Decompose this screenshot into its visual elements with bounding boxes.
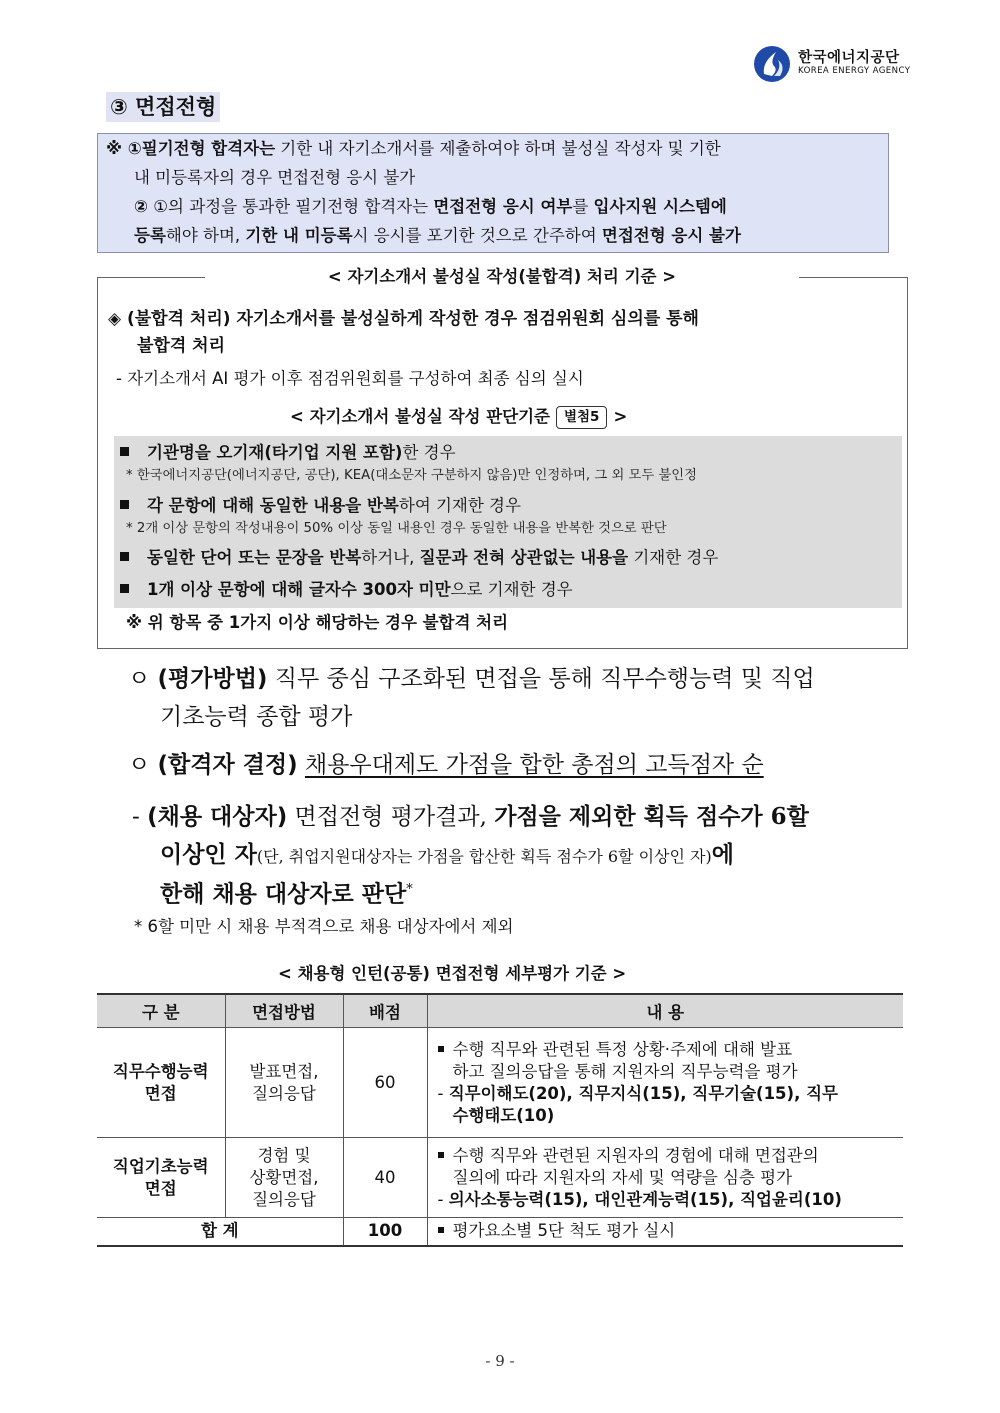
row2-content: 수행 직무와 관련된 지원자의 경험에 대해 면접관의 질의에 따라 지원자의 자세 및 역량을 심층 평가 - 의사소통능력(15), 대인관계능력(15), 직업윤리(10) <box>427 1138 903 1218</box>
hire-target-line-2: 이상인 자(단, 취업지원대상자는 가점을 합산한 획득 점수가 6할 이상인 자)에 <box>160 841 734 868</box>
row1-method: 발표면접, 질의응답 <box>225 1028 343 1138</box>
table-header-content: 내 용 <box>427 994 903 1028</box>
notice-line-3: ② ①의 과정을 통과한 필기전형 합격자는 면접전형 응시 여부를 입사지원 시스템에 <box>134 197 727 216</box>
notice-line-2: 내 미등록자의 경우 면접전형 응시 불가 <box>134 168 416 187</box>
agency-logo-icon <box>752 44 792 84</box>
criteria-title: < 자기소개서 불성실 작성(불합격) 처리 기준 > <box>205 266 799 288</box>
pass-decision-line: ㅇ (합격자 결정) 채용우대제도 가점을 합한 총점의 고득점자 순 <box>128 752 764 778</box>
table-total-row <box>97 1218 903 1246</box>
notice-line-4: 등록해야 하며, 기한 내 미등록시 응시를 포기한 것으로 간주하여 면접전형 응시 불가 <box>134 226 741 245</box>
table-header-row <box>97 994 903 1028</box>
square-bullet-icon <box>120 584 129 593</box>
eval-method-line-1: ㅇ (평가방법) 직무 중심 구조화된 면접을 통해 직무수행능력 및 직업 <box>128 666 815 692</box>
table-title: < 채용형 인턴(공통) 면접전형 세부평가 기준 > <box>278 964 627 983</box>
notice-line-1: ※ ①필기전형 합격자는 기한 내 자기소개서를 제출하여야 하며 불성실 작성자 및 기한 <box>106 139 721 158</box>
criteria-diamond-line-1: ◈ (불합격 처리) 자기소개서를 불성실하게 작성한 경우 점검위원회 심의를 통해 <box>108 309 699 329</box>
table-header-category: 구 분 <box>97 994 225 1028</box>
hire-target-line-1: - (채용 대상자) 면접전형 평가결과, 가점을 제외한 획득 점수가 6할 <box>132 803 809 830</box>
total-score: 100 <box>343 1218 427 1246</box>
agency-name-en: KOREA ENERGY AGENCY <box>798 66 911 76</box>
section-heading: ③ 면접전형 <box>106 92 220 122</box>
square-bullet-icon <box>438 1152 444 1158</box>
square-bullet-icon <box>120 447 129 456</box>
row2-category: 직업기초능력 면접 <box>97 1138 225 1218</box>
table-row <box>97 1138 903 1218</box>
row1-content: 수행 직무와 관련된 특정 상황·주제에 대해 발표 하고 질의응답을 통해 지원자의 직무능력을 평가 - 직무이해도(20), 직무지식(15), 직무기술(15), 직무 수행태도(10) <box>427 1028 903 1138</box>
total-label: 합 계 <box>97 1218 343 1246</box>
appendix-badge: 별첨5 <box>556 406 607 429</box>
criteria-item-2: 각 문항에 대해 동일한 내용을 반복하여 기재한 경우 <box>120 493 521 519</box>
agency-name-kr: 한국에너지공단 <box>798 50 900 66</box>
row1-score: 60 <box>343 1028 427 1138</box>
row2-score: 40 <box>343 1138 427 1218</box>
table-header-score: 배점 <box>343 994 427 1028</box>
hire-target-line-3: 한해 채용 대상자로 판단* <box>160 880 413 908</box>
row2-method: 경험 및 상황면접, 질의응답 <box>225 1138 343 1218</box>
square-bullet-icon <box>120 500 129 509</box>
row1-category: 직무수행능력 면접 <box>97 1028 225 1138</box>
square-bullet-icon <box>438 1046 444 1052</box>
interview-criteria-table <box>97 993 903 1247</box>
criteria-subtitle: < 자기소개서 불성실 작성 판단기준 별첨5 > <box>290 404 627 430</box>
eval-method-line-2: 기초능력 종합 평가 <box>160 704 353 730</box>
criteria-diamond-line-2: 불합격 처리 <box>137 336 226 356</box>
table-header-method: 면접방법 <box>225 994 343 1028</box>
criteria-item-3: 동일한 단어 또는 문장을 반복하거나, 질문과 전혀 상관없는 내용을 기재한 경우 <box>120 545 718 571</box>
table-row <box>97 1028 903 1138</box>
square-bullet-icon <box>438 1227 444 1233</box>
criteria-dash-line: - 자기소개서 AI 평가 이후 점검위원회를 구성하여 최종 심의 실시 <box>116 369 584 388</box>
total-content: 평가요소별 5단 척도 평가 실시 <box>427 1218 903 1246</box>
square-bullet-icon <box>120 552 129 561</box>
agency-logo <box>752 44 912 84</box>
criteria-note-1: * 한국에너지공단(에너지공단, 공단), KEA(대소문자 구분하지 않음)만 인정하며, 그 외 모두 불인정 <box>126 468 697 483</box>
criteria-item-1: 기관명을 오기재(타기업 지원 포함)한 경우 <box>120 440 456 466</box>
criteria-note-2: * 2개 이상 문항의 작성내용이 50% 이상 동일 내용인 경우 동일한 내용을 반복한 것으로 판단 <box>126 521 667 536</box>
criteria-footer: ※ 위 항목 중 1가지 이상 해당하는 경우 불합격 처리 <box>126 613 509 632</box>
page-number: - 9 - <box>485 1352 515 1370</box>
notice-box <box>97 133 889 253</box>
criteria-item-4: 1개 이상 문항에 대해 글자수 300자 미만으로 기재한 경우 <box>120 577 573 603</box>
hire-target-footnote: * 6할 미만 시 채용 부적격으로 채용 대상자에서 제외 <box>134 917 514 936</box>
